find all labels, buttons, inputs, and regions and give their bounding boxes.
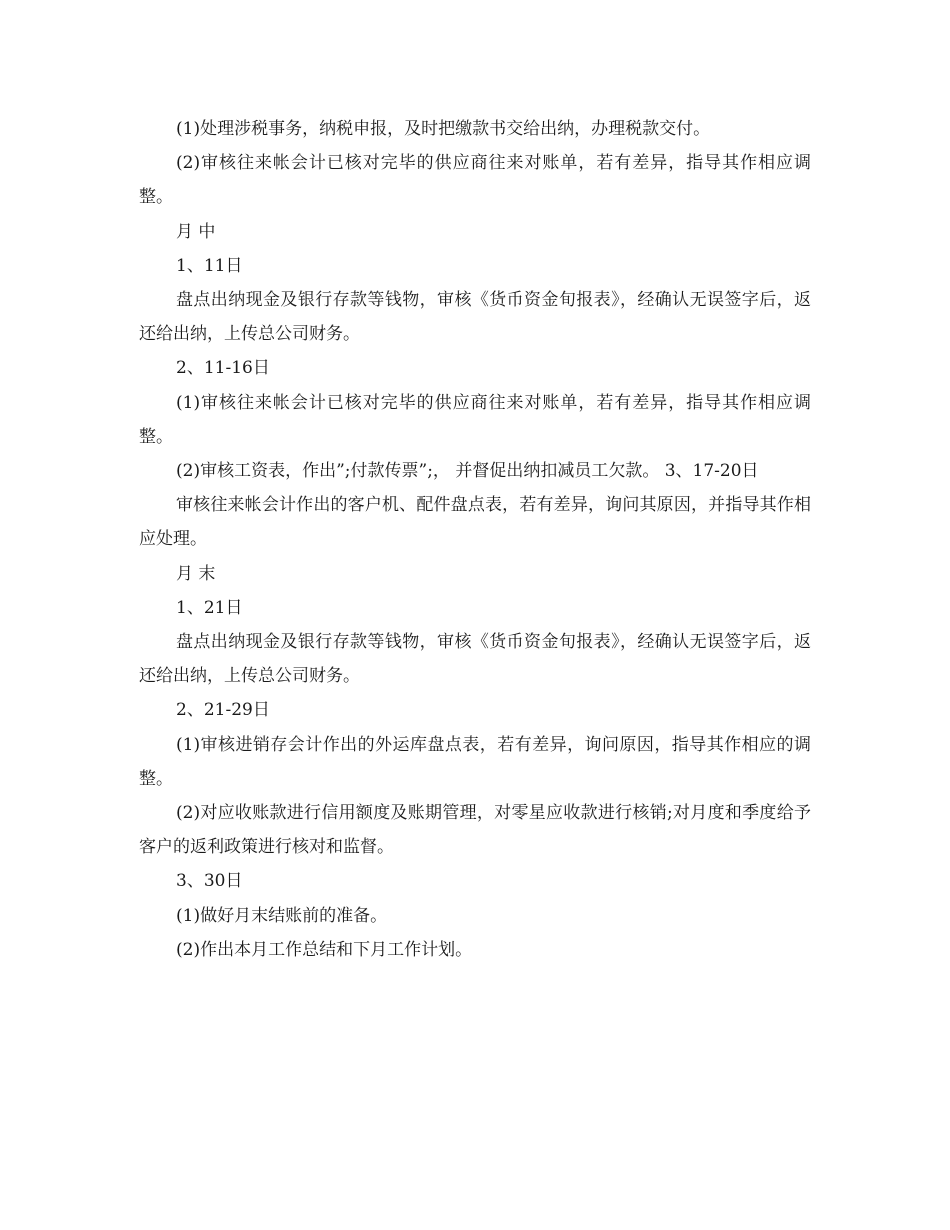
paragraph-review-warehouse-count: (1)审核进销存会计作出的外运库盘点表，若有差异，询问原因，指导其作相应的调整。 [139,734,811,789]
paragraph-review-supplier-statements-2: (1)审核往来帐会计已核对完毕的供应商往来对账单，若有差异，指导其作相应调整。 [139,392,811,447]
paragraph-tax-affairs: (1)处理涉税事务，纳税申报，及时把缴款书交给出纳，办理税款交付。 [176,119,711,139]
document-body [139,112,811,967]
subheading-day-21-29: 2、21-29日 [176,700,270,721]
paragraph-receivables-management: (2)对应收账款进行信用额度及账期管理，对零星应收款进行核销;对月度和季度给予客户的返利政策进行核对和监督。 [139,803,811,858]
subheading-day-21: 1、21日 [176,597,243,618]
subheading-day-11-16: 2、11-16日 [176,358,270,379]
section-heading-mid-month: 月 中 [176,221,216,242]
paragraph-review-supplier-statements: (2)审核往来帐会计已核对完毕的供应商往来对账单，若有差异，指导其作相应调整。 [139,153,811,208]
paragraph-review-payroll: (2)审核工资表，作出”;付款传票”;， 并督促出纳扣减员工欠款。 3、17-20日 [176,461,759,482]
subheading-day-11: 1、11日 [176,255,243,276]
paragraph-review-inventory-count: 审核往来帐会计作出的客户机、配件盘点表，若有差异，询问其原因，并指导其作相应处理。 [139,495,811,550]
paragraph-cash-count-11: 盘点出纳现金及银行存款等钱物，审核《货币资金旬报表》，经确认无误签字后，返还给出纳，上传总公司财务。 [139,290,811,345]
paragraph-closing-preparation: (1)做好月末结账前的准备。 [176,905,388,926]
paragraph-cash-count-21: 盘点出纳现金及银行存款等钱物，审核《货币资金旬报表》，经确认无误签字后，返还给出纳，上传总公司财务。 [139,632,811,687]
subheading-day-30: 3、30日 [176,871,243,892]
section-heading-month-end: 月 末 [176,563,216,584]
paragraph-monthly-summary: (2)作出本月工作总结和下月工作计划。 [176,939,473,960]
